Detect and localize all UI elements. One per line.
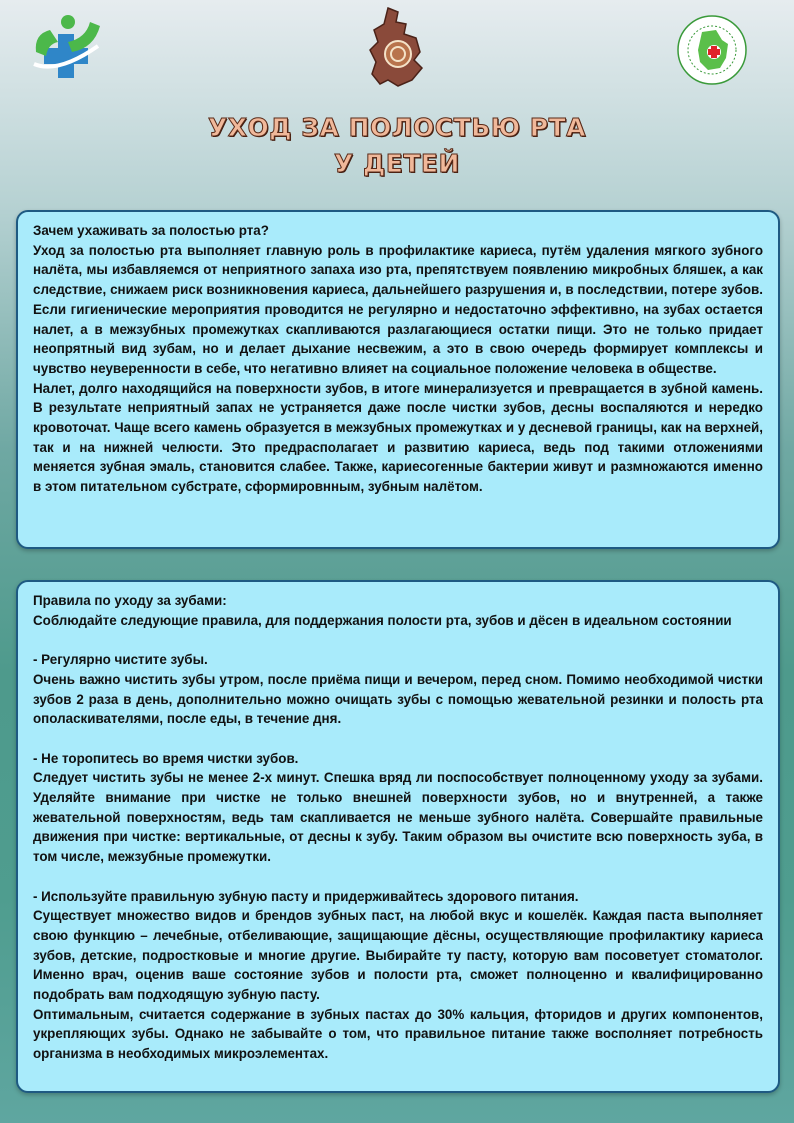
regional-emblem-icon <box>366 6 426 88</box>
rule-2-text: Следует чистить зубы не менее 2-х минут. Спешка вряд ли поспособствует полноценному уходу за зубами. Уделяйте внимание при чистке не только внешней поверхности зубов, но и внутренней, а также жевательной поверхностям, ведь там скапливается не меньше зубного налёта. Совершайте правильные движения при чистке: вертикальные, от десны к зубу. Таким образом вы очистите всю поверхность зуба, в том числе, межзубные промежутки. <box>33 770 763 865</box>
rule-1-title: - Регулярно чистите зубы. <box>33 652 208 668</box>
spacer <box>33 729 763 749</box>
rule-3-text-2: Оптимальным, считается содержание в зубных пастах до 30% кальция, фторидов и других компонентов, укрепляющих зубы. Однако не забывайте о том, что правильное питание также восполняет потребность организма в необходимых микроэлементах. <box>33 1006 763 1062</box>
spacer <box>33 630 763 650</box>
rule-2-title: - Не торопитесь во время чистки зубов. <box>33 750 299 766</box>
medical-center-seal-icon <box>676 14 748 86</box>
care-rules-heading: Правила по уходу за зубами: <box>33 593 227 608</box>
care-rules-panel <box>16 580 780 1093</box>
why-care-heading: Зачем ухаживать за полостью рта? <box>33 223 269 238</box>
title-line-1: УХОД ЗА ПОЛОСТЬЮ РТА <box>207 113 586 142</box>
why-care-panel <box>16 210 780 549</box>
spacer <box>33 867 763 887</box>
why-care-paragraph-2: Налет, долго находящийся на поверхности зубов, в итоге минерализуется и превращается в зубной камень. В результате неприятный запах не устраняется даже после чистки зубов, десны воспаляются и нередко кровоточат. Чаще всего камень образуется в межзубных промежутках и у десневой границы, как на верхней, так и на нижней челюсти. Это предрасполагает и развитию кариеса, ведь под такими отложениями меняется зубная эмаль, становится слабее. Также, кариесогенные бактерии живут и размножаются именно в этом питательном субстрате, сформировнным, зубным налётом. <box>33 380 763 495</box>
page-title <box>0 110 794 182</box>
medical-prevention-logo-icon <box>28 12 104 80</box>
care-rules-intro: Соблюдайте следующие правила, для поддержания полости рта, зубов и дёсен в идеальном состоянии <box>33 612 732 628</box>
rule-3-text: Существует множество видов и брендов зубных паст, на любой вкус и кошелёк. Каждая паста выполняет свою функцию – лечебные, отбеливающие, защищающие дёсны, осуществляющие профилактику кариеса зубов, детские, подростковые и многие другие. Выбирайте ту пасту, которую вам посоветует стоматолог. Именно врач, оценив ваше состояние зубов и полости рта, сможет полноценно и квалифицированно подобрать вам подходящую зубную пасту. <box>33 908 763 1003</box>
title-line-2: У ДЕТЕЙ <box>334 149 460 178</box>
rule-1-text: Очень важно чистить зубы утром, после приёма пищи и вечером, перед сном. Помимо необходимой чистки зубов 2 раза в день, дополнительно можно очищать зубы с помощью жевательной резинки и полость рта ополаскивателями, после еды, в течение дня. <box>33 671 763 727</box>
why-care-paragraph-1: Уход за полостью рта выполняет главную роль в профилактике кариеса, путём удаления мягкого зубного налёта, мы избавляемся от неприятного запаха изо рта, препятствуем появлению микробных бляшек, а как следствие, снижаем риск возникновения кариеса, дальнейшего разрушения и, в последствии, потере зубов. Если гигиенические мероприятия проводится не регулярно и недостаточно эффективно, на зубах остается налет, а в межзубных промежутках скапливаются разлагающиеся остатки пищи. Это не только придает неопрятный вид зубам, но и делает дыхание несвежим, а это в свою очередь формирует комплексы и чувство неуверенности в себе, что негативно влияет на социальное положение человека в обществе. <box>33 242 763 376</box>
rule-3-title: - Используйте правильную зубную пасту и придерживайтесь здорового питания. <box>33 888 579 904</box>
